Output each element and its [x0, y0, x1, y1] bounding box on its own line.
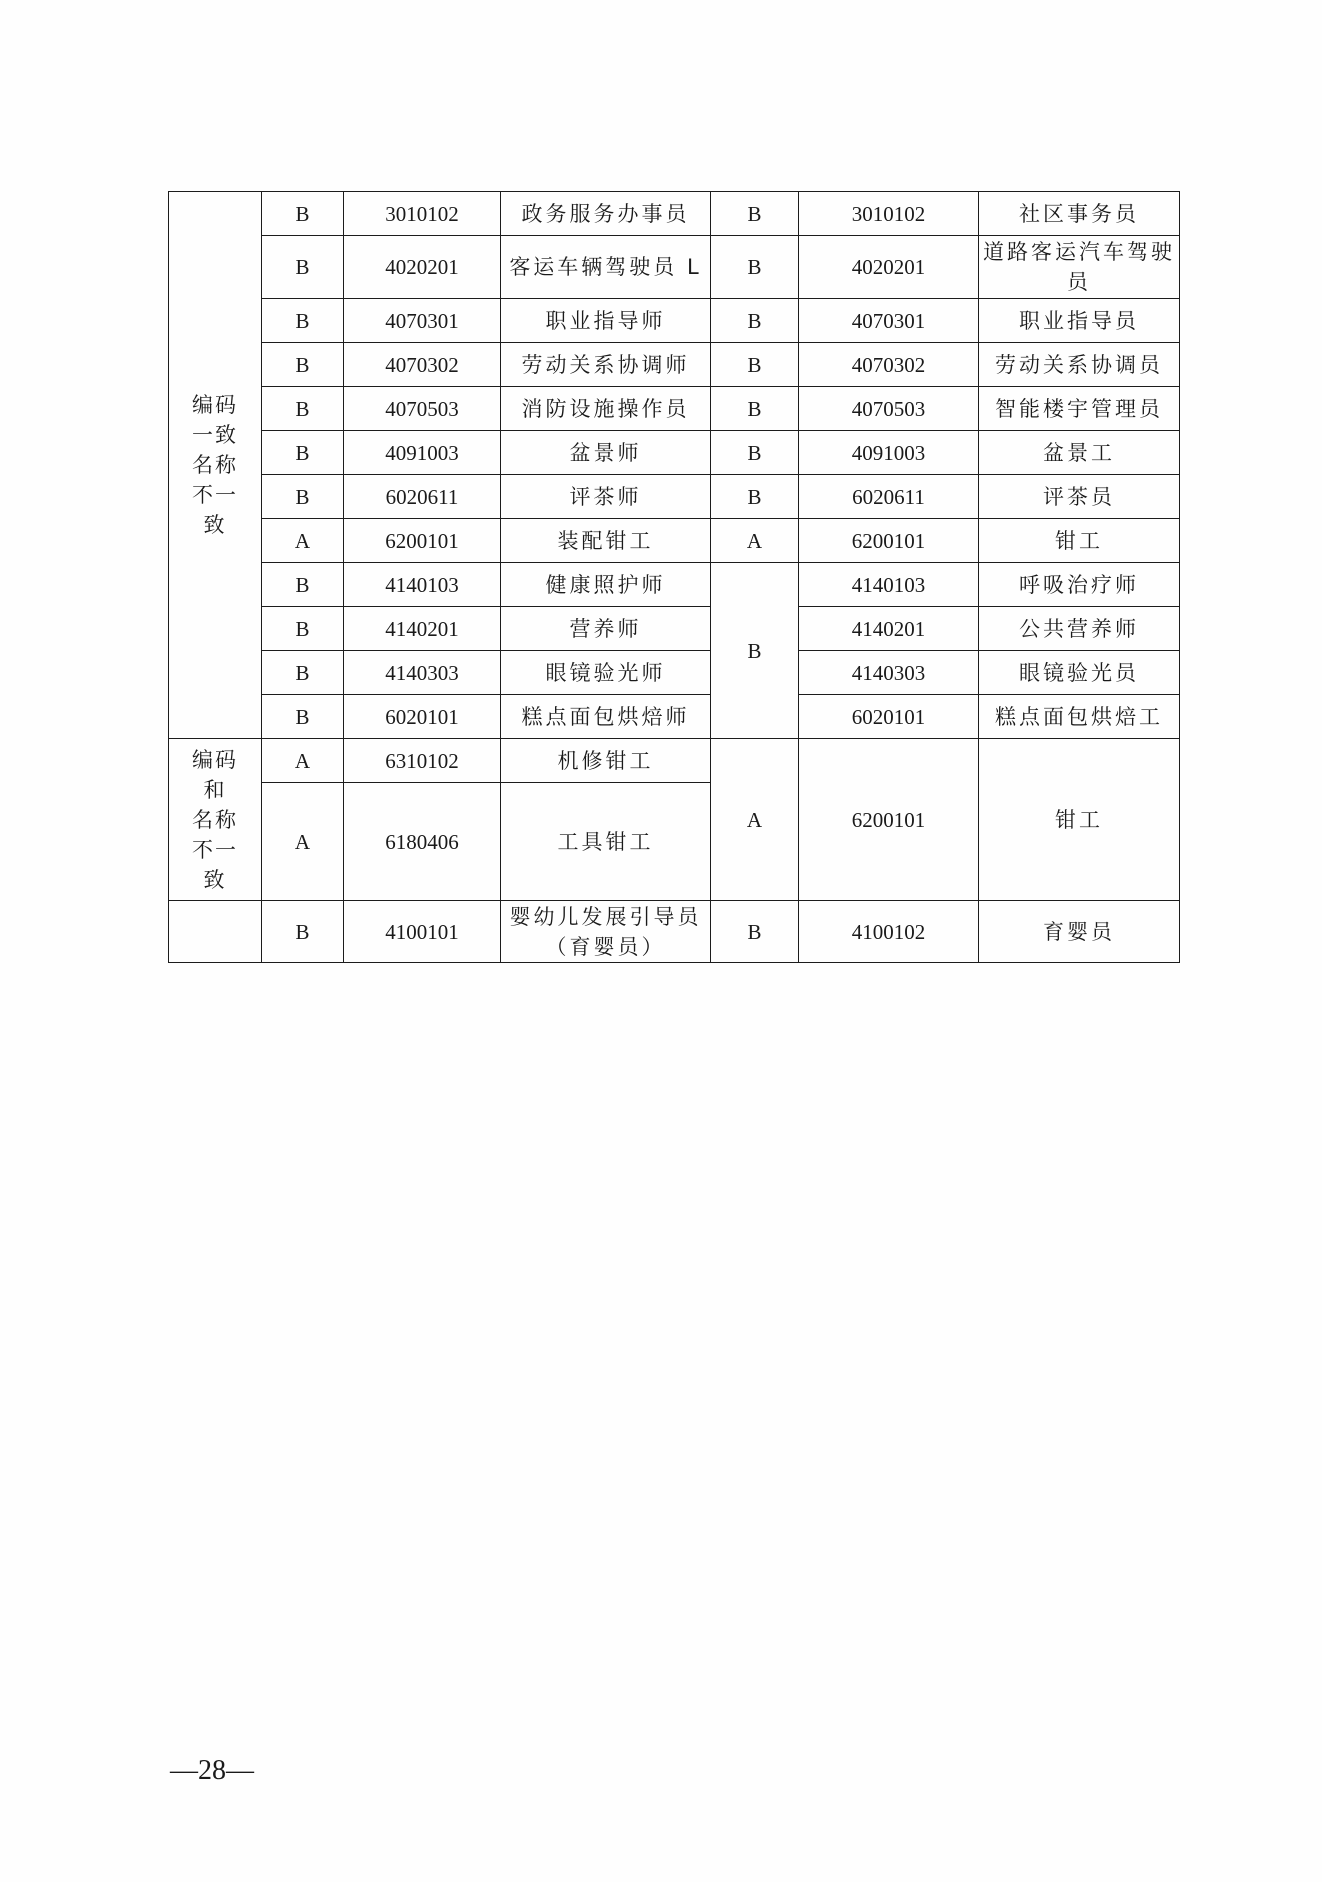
old-code: 4091003: [344, 431, 501, 475]
old-code: 4140303: [344, 651, 501, 695]
new-category-merged: A: [711, 739, 799, 901]
old-code: 4140201: [344, 607, 501, 651]
old-name: 劳动关系协调师: [501, 343, 711, 387]
old-name: 工具钳工: [501, 783, 711, 901]
new-name: 职业指导员: [979, 299, 1180, 343]
new-name: 钳工: [979, 519, 1180, 563]
new-code: 4140201: [799, 607, 979, 651]
old-code: 6180406: [344, 783, 501, 901]
new-code: 6200101: [799, 519, 979, 563]
group-label-empty: [169, 901, 262, 963]
table-row: [169, 431, 1180, 475]
old-name: 糕点面包烘焙师: [501, 695, 711, 739]
table-row: [169, 651, 1180, 695]
table-row: [169, 387, 1180, 431]
old-category: B: [262, 695, 344, 739]
old-code: 4070301: [344, 299, 501, 343]
table-row: [169, 607, 1180, 651]
new-category-merged: B: [711, 563, 799, 739]
new-name: 盆景工: [979, 431, 1180, 475]
table-row: [169, 475, 1180, 519]
new-code: 6020101: [799, 695, 979, 739]
old-name: 机修钳工: [501, 739, 711, 783]
old-name: 职业指导师: [501, 299, 711, 343]
old-code: 4020201: [344, 236, 501, 299]
new-category: B: [711, 192, 799, 236]
old-name: 婴幼儿发展引导员（育婴员）: [501, 901, 711, 963]
occupation-mapping-table: [168, 191, 1180, 963]
new-code: 4100102: [799, 901, 979, 963]
new-name: 呼吸治疗师: [979, 563, 1180, 607]
old-code: 4070503: [344, 387, 501, 431]
old-code: 6020101: [344, 695, 501, 739]
new-name: 公共营养师: [979, 607, 1180, 651]
new-code: 4070301: [799, 299, 979, 343]
old-code: 6020611: [344, 475, 501, 519]
new-name: 评茶员: [979, 475, 1180, 519]
new-code: 4140103: [799, 563, 979, 607]
old-code: 4070302: [344, 343, 501, 387]
old-name: 眼镜验光师: [501, 651, 711, 695]
new-name: 眼镜验光员: [979, 651, 1180, 695]
old-category: B: [262, 901, 344, 963]
page-number: —28—: [170, 1755, 254, 1786]
new-code: 4020201: [799, 236, 979, 299]
new-code-merged: 6200101: [799, 739, 979, 901]
old-category: A: [262, 739, 344, 783]
old-category: B: [262, 651, 344, 695]
table-row: [169, 343, 1180, 387]
table-row: [169, 695, 1180, 739]
new-code: 4140303: [799, 651, 979, 695]
old-name: 消防设施操作员: [501, 387, 711, 431]
new-name-merged: 钳工: [979, 739, 1180, 901]
table-row: [169, 901, 1180, 963]
old-category: B: [262, 475, 344, 519]
new-code: 4070302: [799, 343, 979, 387]
old-category: B: [262, 299, 344, 343]
old-category: B: [262, 343, 344, 387]
new-name: 劳动关系协调员: [979, 343, 1180, 387]
new-code: 4070503: [799, 387, 979, 431]
group-label-code-same-name-different: 编码 一致 名称 不一 致: [169, 192, 262, 739]
old-code: 4100101: [344, 901, 501, 963]
new-name: 道路客运汽车驾驶员: [979, 236, 1180, 299]
old-category: A: [262, 519, 344, 563]
table-row: [169, 299, 1180, 343]
new-category: A: [711, 519, 799, 563]
new-code: 3010102: [799, 192, 979, 236]
new-category: B: [711, 387, 799, 431]
new-code: 6020611: [799, 475, 979, 519]
new-category: B: [711, 236, 799, 299]
new-category: B: [711, 431, 799, 475]
new-name: 智能楼宇管理员: [979, 387, 1180, 431]
old-name: 健康照护师: [501, 563, 711, 607]
new-category: B: [711, 475, 799, 519]
new-code: 4091003: [799, 431, 979, 475]
table-row: [169, 192, 1180, 236]
table-row: [169, 739, 1180, 783]
old-category: B: [262, 563, 344, 607]
old-name: 装配钳工: [501, 519, 711, 563]
old-name: 盆景师: [501, 431, 711, 475]
table-row: [169, 236, 1180, 299]
group-label-code-and-name-different: 编码 和 名称 不一 致: [169, 739, 262, 901]
new-name: 育婴员: [979, 901, 1180, 963]
old-category: B: [262, 192, 344, 236]
new-category: B: [711, 343, 799, 387]
new-name: 糕点面包烘焙工: [979, 695, 1180, 739]
old-code: 3010102: [344, 192, 501, 236]
old-code: 6310102: [344, 739, 501, 783]
old-name: 客运车辆驾驶员 L: [501, 236, 711, 299]
old-name: 政务服务办事员: [501, 192, 711, 236]
old-name: 评茶师: [501, 475, 711, 519]
old-code: 4140103: [344, 563, 501, 607]
old-category: B: [262, 236, 344, 299]
old-category: A: [262, 783, 344, 901]
old-category: B: [262, 431, 344, 475]
old-code: 6200101: [344, 519, 501, 563]
old-name: 营养师: [501, 607, 711, 651]
new-name: 社区事务员: [979, 192, 1180, 236]
old-category: B: [262, 387, 344, 431]
table-row: [169, 519, 1180, 563]
table-row: [169, 563, 1180, 607]
new-category: B: [711, 299, 799, 343]
new-category: B: [711, 901, 799, 963]
old-category: B: [262, 607, 344, 651]
